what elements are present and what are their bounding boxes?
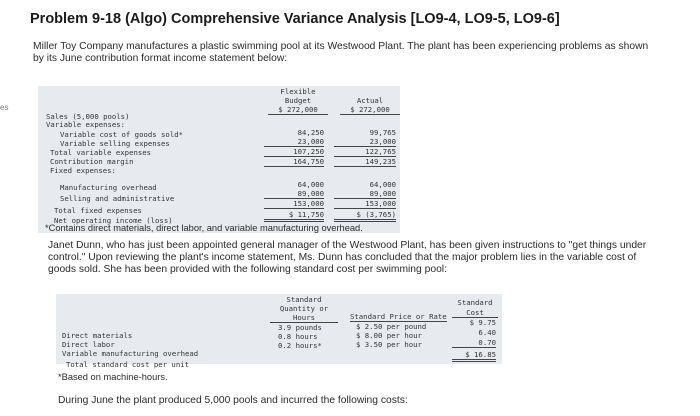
cost-header-1: Standard — [457, 298, 493, 307]
is-row-label: Fixed expenses: — [50, 166, 116, 175]
intro-line-1: Miller Toy Company manufactures a plastic swimming pool at its Westwood Plant. The plant has been experiencing problems as shown — [33, 41, 649, 52]
actual-net-income: $ (3,765) — [334, 210, 396, 222]
income-statement-footnote: *Contains direct materials, direct labor, and variable manufacturing overhead. — [45, 223, 363, 233]
actual-value: 64,000 — [369, 180, 396, 189]
closing-text: During June the plant produced 5,000 pools and incurred the following costs: — [58, 395, 408, 406]
price-header: Standard Price or Rate — [350, 312, 447, 321]
actual-header-2: $ 272,000 — [340, 105, 400, 115]
actual-value: 99,765 — [369, 128, 396, 137]
is-row-label: Variable cost of goods sold* — [60, 130, 184, 139]
flexible-net-income: $ 11,750 — [264, 210, 324, 222]
total-standard-cost-label: Total standard cost per unit — [66, 360, 190, 369]
std-cost: $ 9.75 — [469, 318, 496, 327]
middle-line-1: Janet Dunn, who has just been appointed general manager of the Westwood Plant, has been given instructions to "get things under — [48, 240, 647, 251]
flexible-value: 153,000 — [264, 199, 324, 209]
actual-value: 23,000 — [334, 137, 396, 147]
actual-value: 122,765 — [334, 147, 396, 157]
std-row-label: Direct materials — [62, 331, 133, 340]
is-row-label: Contribution margin — [50, 157, 134, 166]
flexible-value: 89,000 — [264, 189, 324, 199]
flexible-value: 107,250 — [264, 147, 324, 157]
is-row-label: Variable selling expenses — [60, 139, 170, 148]
standard-cost-footnote: *Based on machine-hours. — [58, 372, 168, 382]
middle-line-3: goods sold. She has been provided with the following standard cost per swimming pool: — [48, 264, 447, 275]
flexible-header-2: Budget — [284, 96, 312, 105]
intro-line-2: by its June contribution format income statement below: — [33, 53, 288, 64]
std-quantity: 3.9 pounds — [278, 323, 322, 332]
std-cost: 6.40 — [478, 328, 496, 337]
flexible-value: 164,750 — [264, 157, 324, 167]
quantity-header-3: Hours — [270, 313, 338, 323]
actual-value: 153,000 — [334, 199, 396, 209]
std-cost: 0.70 — [452, 338, 496, 348]
std-price: $ 2.50 per pound — [356, 322, 427, 331]
is-row-label: Selling and administrative — [60, 194, 175, 203]
is-row-label: Variable expenses: — [46, 120, 126, 129]
middle-line-2: control." Upon reviewing the plant's income statement, Ms. Dunn has concluded that the major problem lies in the variable cost of — [48, 252, 637, 263]
is-row-label: Sales (5,000 pools) — [46, 112, 130, 121]
std-price: $ 8.00 per hour — [356, 331, 422, 340]
actual-value: 89,000 — [334, 189, 396, 199]
std-quantity: 0.8 hours — [278, 332, 318, 341]
std-row-label: Variable manufacturing overhead — [62, 349, 199, 358]
is-row-label: Total fixed expenses — [54, 206, 142, 215]
is-row-label: Manufacturing overhead — [60, 183, 157, 192]
is-row-label: Total variable expenses — [50, 148, 152, 157]
actual-value: 149,235 — [334, 157, 396, 167]
flexible-value: 23,000 — [264, 137, 324, 147]
flexible-header-3: $ 272,000 — [268, 105, 328, 115]
std-price: $ 3.50 per hour — [356, 340, 422, 349]
is-row-label: Net operating income (loss) — [54, 216, 173, 225]
side-tab-label: es — [0, 103, 9, 112]
actual-header-1: Actual — [356, 96, 384, 105]
cost-header-2: Cost — [452, 308, 498, 318]
problem-title: Problem 9-18 (Algo) Comprehensive Variance Analysis [LO9-4, LO9-5, LO9-6] — [30, 11, 560, 27]
flexible-value: 64,000 — [297, 180, 324, 189]
quantity-header-1: Standard — [286, 295, 322, 304]
std-row-label: Direct labor — [62, 340, 115, 349]
total-standard-cost-value: $ 16.85 — [452, 350, 496, 362]
quantity-header-2: Quantity or — [279, 304, 329, 313]
std-quantity: 0.2 hours* — [278, 341, 322, 350]
flexible-header-1: Flexible — [280, 87, 316, 96]
flexible-value: 84,250 — [297, 128, 324, 137]
